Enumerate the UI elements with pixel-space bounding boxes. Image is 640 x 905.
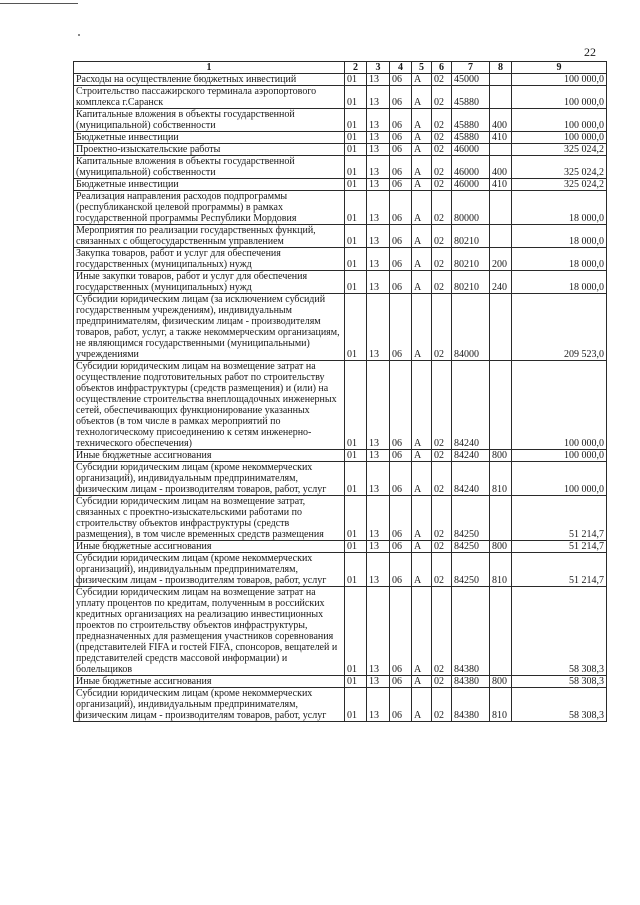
col-header: 3 (367, 62, 390, 74)
chapter-code: 01 (345, 688, 367, 722)
expense-type-code (490, 361, 512, 450)
subprogram-code: А (412, 450, 432, 462)
activity-code: 02 (432, 74, 452, 86)
subprogram-code: А (412, 541, 432, 553)
chapter-code: 01 (345, 361, 367, 450)
expense-type-code (490, 294, 512, 361)
amount: 100 000,0 (512, 74, 607, 86)
table-row (74, 132, 607, 144)
expense-type-code: 800 (490, 450, 512, 462)
direction-code: 84240 (452, 462, 490, 496)
section-code: 13 (367, 450, 390, 462)
subprogram-code: А (412, 86, 432, 109)
section-code: 13 (367, 156, 390, 179)
section-code: 13 (367, 179, 390, 191)
section-code: 13 (367, 109, 390, 132)
activity-code: 02 (432, 144, 452, 156)
table-row (74, 587, 607, 676)
section-code: 13 (367, 688, 390, 722)
chapter-code: 01 (345, 676, 367, 688)
line-item-name: Иные бюджетные ассигнования (74, 676, 345, 688)
line-item-name: Субсидии юридическим лицам на возмещение затрат, связанных с проектно-изыскательскими работами по строительству объектов инфраструктуры (средств размещения), в том числе временных средств размещения (74, 496, 345, 541)
activity-code: 02 (432, 86, 452, 109)
expense-type-code (490, 225, 512, 248)
table-row (74, 676, 607, 688)
table-row (74, 86, 607, 109)
subprogram-code: А (412, 225, 432, 248)
direction-code: 45000 (452, 74, 490, 86)
chapter-code: 01 (345, 541, 367, 553)
subprogram-code: А (412, 271, 432, 294)
table-row (74, 74, 607, 86)
expense-type-code (490, 86, 512, 109)
line-item-name: Закупка товаров, работ и услуг для обеспечения государственных (муниципальных) нужд (74, 248, 345, 271)
direction-code: 80210 (452, 248, 490, 271)
subprogram-code: А (412, 462, 432, 496)
chapter-code: 01 (345, 179, 367, 191)
section-code: 13 (367, 587, 390, 676)
table-row (74, 225, 607, 248)
subprogram-code: А (412, 361, 432, 450)
table-row (74, 553, 607, 587)
expense-type-code (490, 496, 512, 541)
col-header: 2 (345, 62, 367, 74)
expense-type-code (490, 587, 512, 676)
activity-code: 02 (432, 179, 452, 191)
amount: 51 214,7 (512, 553, 607, 587)
amount: 100 000,0 (512, 450, 607, 462)
direction-code: 46000 (452, 156, 490, 179)
section-code: 13 (367, 86, 390, 109)
line-item-name: Реализация направления расходов подпрограммы (республиканской целевой программы) в рамках государственной программы Республики Мордовия (74, 191, 345, 225)
chapter-code: 01 (345, 271, 367, 294)
amount: 58 308,3 (512, 676, 607, 688)
chapter-code: 01 (345, 248, 367, 271)
chapter-code: 01 (345, 294, 367, 361)
subprogram-code: А (412, 74, 432, 86)
expense-type-code: 800 (490, 541, 512, 553)
chapter-code: 01 (345, 86, 367, 109)
program-code: 06 (390, 271, 412, 294)
direction-code: 45880 (452, 109, 490, 132)
table-row (74, 541, 607, 553)
table-row (74, 191, 607, 225)
program-code: 06 (390, 553, 412, 587)
table-row (74, 462, 607, 496)
table-row (74, 450, 607, 462)
direction-code: 84250 (452, 496, 490, 541)
expense-type-code: 400 (490, 109, 512, 132)
subprogram-code: А (412, 156, 432, 179)
activity-code: 02 (432, 462, 452, 496)
program-code: 06 (390, 144, 412, 156)
line-item-name: Мероприятия по реализации государственных функций, связанных с общегосударственным управлением (74, 225, 345, 248)
line-item-name: Иные бюджетные ассигнования (74, 541, 345, 553)
amount: 51 214,7 (512, 496, 607, 541)
activity-code: 02 (432, 109, 452, 132)
direction-code: 80210 (452, 271, 490, 294)
chapter-code: 01 (345, 132, 367, 144)
expense-type-code (490, 191, 512, 225)
section-code: 13 (367, 361, 390, 450)
section-code: 13 (367, 74, 390, 86)
line-item-name: Субсидии юридическим лицам на возмещение затрат на уплату процентов по кредитам, полученным в российских кредитных организациях на реализацию инвестиционных проектов по строительству объектов инфраструктуры, предназначенных для размещения участников соревнования (представителей FIFA и гостей FIFA, спонсоров, вещателей и представителей средств массовой информации) и болельщиков (74, 587, 345, 676)
table-row (74, 156, 607, 179)
amount: 18 000,0 (512, 271, 607, 294)
program-code: 06 (390, 541, 412, 553)
activity-code: 02 (432, 676, 452, 688)
line-item-name: Субсидии юридическим лицам (кроме некоммерческих организаций), индивидуальным предпринимателям, физическим лицам - производителям товаров, работ, услуг (74, 688, 345, 722)
amount: 58 308,3 (512, 587, 607, 676)
amount: 325 024,2 (512, 144, 607, 156)
activity-code: 02 (432, 553, 452, 587)
program-code: 06 (390, 191, 412, 225)
direction-code: 84240 (452, 450, 490, 462)
expense-type-code: 410 (490, 132, 512, 144)
direction-code: 80000 (452, 191, 490, 225)
program-code: 06 (390, 587, 412, 676)
expense-type-code: 240 (490, 271, 512, 294)
col-header: 8 (490, 62, 512, 74)
subprogram-code: А (412, 248, 432, 271)
amount: 18 000,0 (512, 248, 607, 271)
chapter-code: 01 (345, 496, 367, 541)
program-code: 06 (390, 74, 412, 86)
expense-type-code (490, 144, 512, 156)
line-item-name: Субсидии юридическим лицам на возмещение затрат на осуществление подготовительных работ по строительству объектов инфраструктуры (средств размещения) и (или) на осуществление строительства внеплощадочных инженерных сетей, обеспечивающих функционирование указанных объектов (в том числе в рамках мероприятий по технологическому присоединению к сетям инженерно-технического обеспечения) (74, 361, 345, 450)
scan-speck (78, 34, 80, 36)
direction-code: 84250 (452, 553, 490, 587)
table-row (74, 496, 607, 541)
activity-code: 02 (432, 156, 452, 179)
chapter-code: 01 (345, 225, 367, 248)
table-row (74, 179, 607, 191)
direction-code: 84240 (452, 361, 490, 450)
program-code: 06 (390, 86, 412, 109)
chapter-code: 01 (345, 109, 367, 132)
activity-code: 02 (432, 541, 452, 553)
line-item-name: Проектно-изыскательские работы (74, 144, 345, 156)
direction-code: 84000 (452, 294, 490, 361)
activity-code: 02 (432, 361, 452, 450)
amount: 18 000,0 (512, 191, 607, 225)
line-item-name: Капитальные вложения в объекты государственной (муниципальной) собственности (74, 109, 345, 132)
subprogram-code: А (412, 553, 432, 587)
col-header: 9 (512, 62, 607, 74)
activity-code: 02 (432, 248, 452, 271)
amount: 100 000,0 (512, 86, 607, 109)
col-header: 1 (74, 62, 345, 74)
line-item-name: Иные закупки товаров, работ и услуг для обеспечения государственных (муниципальных) нужд (74, 271, 345, 294)
line-item-name: Субсидии юридическим лицам (кроме некоммерческих организаций), индивидуальным предпринимателям, физическим лицам - производителям товаров, работ, услуг (74, 553, 345, 587)
subprogram-code: А (412, 109, 432, 132)
expense-type-code: 810 (490, 688, 512, 722)
subprogram-code: А (412, 496, 432, 541)
activity-code: 02 (432, 688, 452, 722)
program-code: 06 (390, 156, 412, 179)
section-code: 13 (367, 553, 390, 587)
table-row (74, 109, 607, 132)
scan-edge-line (0, 3, 78, 4)
line-item-name: Иные бюджетные ассигнования (74, 450, 345, 462)
expense-type-code: 800 (490, 676, 512, 688)
program-code: 06 (390, 496, 412, 541)
expense-type-code: 810 (490, 462, 512, 496)
chapter-code: 01 (345, 74, 367, 86)
section-code: 13 (367, 496, 390, 541)
activity-code: 02 (432, 225, 452, 248)
program-code: 06 (390, 462, 412, 496)
line-item-name: Субсидии юридическим лицам (кроме некоммерческих организаций), индивидуальным предпринимателям, физическим лицам - производителям товаров, работ, услуг (74, 462, 345, 496)
header-row (74, 62, 607, 74)
amount: 51 214,7 (512, 541, 607, 553)
col-header: 5 (412, 62, 432, 74)
activity-code: 02 (432, 191, 452, 225)
page-number: 22 (584, 45, 596, 59)
program-code: 06 (390, 225, 412, 248)
section-code: 13 (367, 225, 390, 248)
section-code: 13 (367, 462, 390, 496)
program-code: 06 (390, 688, 412, 722)
activity-code: 02 (432, 294, 452, 361)
subprogram-code: А (412, 191, 432, 225)
table-row (74, 271, 607, 294)
amount: 100 000,0 (512, 109, 607, 132)
section-code: 13 (367, 191, 390, 225)
subprogram-code: А (412, 179, 432, 191)
table-row (74, 144, 607, 156)
section-code: 13 (367, 294, 390, 361)
expense-type-code (490, 74, 512, 86)
chapter-code: 01 (345, 191, 367, 225)
chapter-code: 01 (345, 450, 367, 462)
section-code: 13 (367, 676, 390, 688)
amount: 100 000,0 (512, 361, 607, 450)
chapter-code: 01 (345, 553, 367, 587)
expense-type-code: 400 (490, 156, 512, 179)
amount: 18 000,0 (512, 225, 607, 248)
line-item-name: Субсидии юридическим лицам (за исключением субсидий государственным учреждениям), индивидуальным предпринимателям, физическим лицам - производителям товаров, работ, услуг, а также некоммерческим организациям, не являющимся государственными (муниципальными) учреждениями (74, 294, 345, 361)
chapter-code: 01 (345, 144, 367, 156)
activity-code: 02 (432, 132, 452, 144)
chapter-code: 01 (345, 587, 367, 676)
budget-table-body (74, 74, 607, 722)
direction-code: 45880 (452, 86, 490, 109)
direction-code: 80210 (452, 225, 490, 248)
amount: 100 000,0 (512, 132, 607, 144)
col-header: 4 (390, 62, 412, 74)
table-row (74, 248, 607, 271)
activity-code: 02 (432, 450, 452, 462)
program-code: 06 (390, 132, 412, 144)
program-code: 06 (390, 450, 412, 462)
program-code: 06 (390, 109, 412, 132)
program-code: 06 (390, 361, 412, 450)
section-code: 13 (367, 541, 390, 553)
direction-code: 84250 (452, 541, 490, 553)
program-code: 06 (390, 676, 412, 688)
expense-type-code: 200 (490, 248, 512, 271)
direction-code: 46000 (452, 179, 490, 191)
activity-code: 02 (432, 587, 452, 676)
line-item-name: Бюджетные инвестиции (74, 179, 345, 191)
section-code: 13 (367, 144, 390, 156)
line-item-name: Строительство пассажирского терминала аэропортового комплекса г.Саранск (74, 86, 345, 109)
direction-code: 84380 (452, 587, 490, 676)
col-header: 6 (432, 62, 452, 74)
chapter-code: 01 (345, 156, 367, 179)
table-row (74, 688, 607, 722)
subprogram-code: А (412, 688, 432, 722)
amount: 209 523,0 (512, 294, 607, 361)
activity-code: 02 (432, 271, 452, 294)
amount: 325 024,2 (512, 179, 607, 191)
subprogram-code: А (412, 132, 432, 144)
subprogram-code: А (412, 587, 432, 676)
section-code: 13 (367, 248, 390, 271)
direction-code: 46000 (452, 144, 490, 156)
subprogram-code: А (412, 676, 432, 688)
expense-type-code: 410 (490, 179, 512, 191)
direction-code: 45880 (452, 132, 490, 144)
amount: 58 308,3 (512, 688, 607, 722)
line-item-name: Расходы на осуществление бюджетных инвестиций (74, 74, 345, 86)
subprogram-code: А (412, 294, 432, 361)
program-code: 06 (390, 248, 412, 271)
table-row (74, 361, 607, 450)
budget-table (73, 61, 607, 722)
activity-code: 02 (432, 496, 452, 541)
col-header: 7 (452, 62, 490, 74)
line-item-name: Бюджетные инвестиции (74, 132, 345, 144)
expense-type-code: 810 (490, 553, 512, 587)
table-row (74, 294, 607, 361)
direction-code: 84380 (452, 676, 490, 688)
section-code: 13 (367, 271, 390, 294)
line-item-name: Капитальные вложения в объекты государственной (муниципальной) собственности (74, 156, 345, 179)
program-code: 06 (390, 294, 412, 361)
program-code: 06 (390, 179, 412, 191)
section-code: 13 (367, 132, 390, 144)
subprogram-code: А (412, 144, 432, 156)
amount: 325 024,2 (512, 156, 607, 179)
direction-code: 84380 (452, 688, 490, 722)
amount: 100 000,0 (512, 462, 607, 496)
chapter-code: 01 (345, 462, 367, 496)
